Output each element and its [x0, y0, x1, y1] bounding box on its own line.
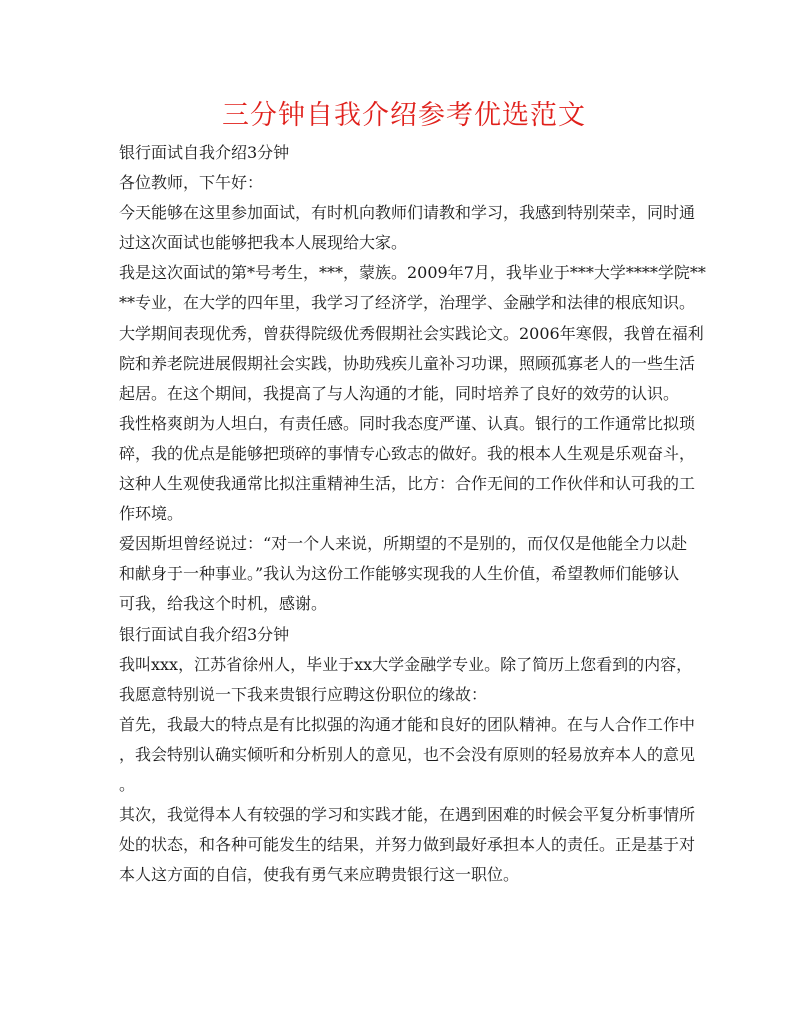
text-line: 院和养老院进展假期社会实践，协助残疾儿童补习功课，照顾孤寡老人的一些生活 [119, 353, 696, 373]
text-line: 今天能够在这里参加面试，有时机向教师们请教和学习，我感到特别荣幸，同时通 [119, 203, 696, 223]
text-line: 过这次面试也能够把我本人展现给大家。 [119, 233, 408, 253]
text-line: 爱因斯坦曾经说过：“对一个人来说，所期望的不是别的，而仅仅是他能全力以赴 [119, 534, 688, 554]
text-line: 其次，我觉得本人有较强的学习和实践才能，在遇到困难的时候会平复分析事情所 [119, 805, 696, 825]
text-line: 银行面试自我介绍3分钟 [119, 143, 290, 162]
text-line: 我愿意特别说一下我来贵银行应聘这份职位的缘故： [119, 684, 488, 704]
text-line: 处的状态，和各种可能发生的结果，并努力做到最好承担本人的责任。正是基于对 [119, 835, 696, 855]
page-title: 三分钟自我介绍参考优选范文 [222, 100, 586, 131]
text-line: 银行面试自我介绍3分钟 [119, 624, 290, 644]
text-line: 碎，我的优点是能够把琐碎的事情专心致志的做好。我的根本人生观是乐观奋斗， [119, 443, 696, 463]
text-line: ，我会特别认确实倾听和分析别人的意见，也不会没有原则的轻易放弃本人的意见 [119, 744, 696, 764]
text-line: **专业，在大学的四年里，我学习了经济学，治理学、金融学和法律的根底知识。 [119, 293, 696, 313]
text-line: 大学期间表现优秀，曾获得院级优秀假期社会实践论文。2006年寒假，我曾在福利 [119, 323, 704, 343]
text-line: 作环境。 [119, 504, 184, 524]
text-line: 。 [119, 774, 136, 794]
text-line: 各位教师，下午好： [119, 173, 264, 193]
text-line: 起居。在这个期间，我提高了与人沟通的才能，同时培养了良好的效劳的认识。 [119, 383, 680, 403]
text-line: 和献身于一种事业。”我认为这份工作能够实现我的人生价值，希望教师们能够认 [119, 564, 680, 584]
text-line: 我性格爽朗为人坦白，有责任感。同时我态度严谨、认真。银行的工作通常比拟琐 [119, 413, 696, 433]
document-body [119, 138, 706, 890]
text-line: 可我，给我这个时机，感谢。 [119, 594, 328, 614]
text-line: 我叫xxx，江苏省徐州人，毕业于xx大学金融学专业。除了简历上您看到的内容， [119, 654, 693, 674]
text-line: 这种人生观使我通常比拟注重精神生活，比方：合作无间的工作伙伴和认可我的工 [119, 474, 696, 494]
document-page [119, 96, 706, 890]
text-line: 我是这次面试的第*号考生，***，蒙族。2009年7月，我毕业于***大学****学院** [119, 263, 706, 283]
text-line: 首先，我最大的特点是有比拟强的沟通才能和良好的团队精神。在与人合作工作中 [119, 714, 696, 734]
text-line: 本人这方面的自信，使我有勇气来应聘贵银行这一职位。 [119, 865, 520, 885]
